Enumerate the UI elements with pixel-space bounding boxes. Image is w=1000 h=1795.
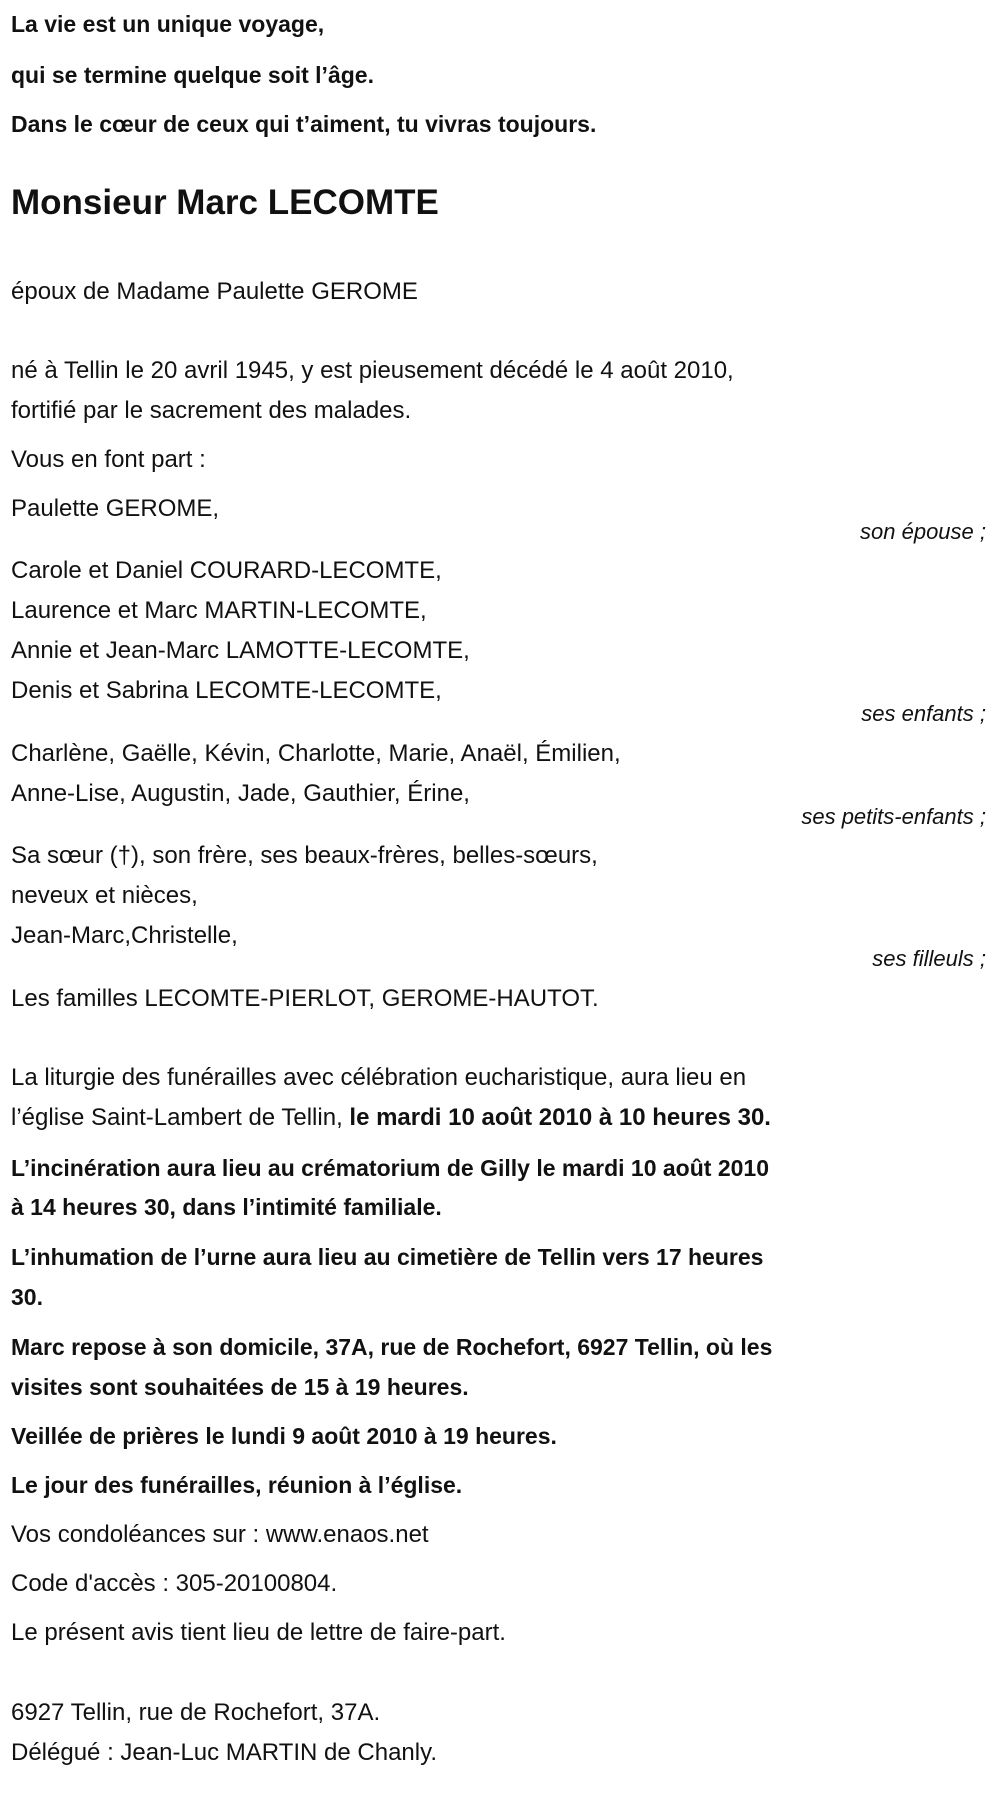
spouse-line: époux de Madame Paulette GEROME: [11, 278, 418, 305]
cremation-line: L’incinération aura lieu au crématorium de Gilly le mardi 10 août 2010: [11, 1155, 769, 1181]
liturgy-line: [11, 1103, 771, 1133]
liturgy-line: La liturgie des funérailles avec célébration eucharistique, aura lieu en: [11, 1064, 747, 1091]
family-name: Jean-Marc,Christelle,: [11, 922, 238, 949]
access-code: Code d'accès : 305-20100804.: [11, 1570, 338, 1597]
delegate-line: Délégué : Jean-Luc MARTIN de Chanly.: [11, 1739, 437, 1766]
family-role: ses enfants ;: [861, 701, 986, 726]
family-name: Sa sœur (†), son frère, ses beaux-frères, belles-sœurs,: [11, 842, 598, 869]
birth-line: né à Tellin le 20 avril 1945, y est pieusement décédé le 4 août 2010,: [11, 357, 734, 384]
family-role: ses petits-enfants ;: [801, 804, 986, 829]
rest-line: visites sont souhaitées de 15 à 19 heures.: [11, 1374, 469, 1400]
family-role: son épouse ;: [860, 519, 986, 544]
family-role: ses filleuls ;: [872, 946, 986, 971]
poem-line: La vie est un unique voyage,: [11, 11, 325, 37]
poem-line: qui se termine quelque soit l’âge.: [11, 62, 374, 88]
meeting-line: Le jour des funérailles, réunion à l’église.: [11, 1472, 463, 1498]
burial-line: L’inhumation de l’urne aura lieu au cimetière de Tellin vers 17 heures: [11, 1244, 764, 1270]
liturgy-date: le mardi 10 août 2010 à 10 heures 30.: [349, 1104, 771, 1131]
family-name: Anne-Lise, Augustin, Jade, Gauthier, Érine,: [11, 780, 470, 807]
liturgy-place: l’église Saint-Lambert de Tellin,: [11, 1104, 350, 1131]
announce: Vous en font part :: [11, 446, 206, 473]
address-line: 6927 Tellin, rue de Rochefort, 37A.: [11, 1699, 381, 1726]
families-line: Les familles LECOMTE-PIERLOT, GEROME-HAUTOT.: [11, 985, 599, 1012]
poem-line: Dans le cœur de ceux qui t’aiment, tu vivras toujours.: [11, 111, 597, 137]
family-name: Paulette GEROME,: [11, 495, 220, 522]
birth-line: fortifié par le sacrement des malades.: [11, 397, 412, 424]
deceased-name: Monsieur Marc LECOMTE: [11, 183, 439, 222]
family-name: neveux et nièces,: [11, 882, 198, 909]
condolences-line: Vos condoléances sur : www.enaos.net: [11, 1521, 429, 1548]
family-name: Annie et Jean-Marc LAMOTTE-LECOMTE,: [11, 637, 470, 664]
family-name: Charlène, Gaëlle, Kévin, Charlotte, Marie, Anaël, Émilien,: [11, 740, 621, 767]
burial-line: 30.: [11, 1284, 43, 1310]
cremation-line: à 14 heures 30, dans l’intimité familiale.: [11, 1194, 442, 1220]
notice-line: Le présent avis tient lieu de lettre de faire-part.: [11, 1619, 506, 1646]
family-name: Denis et Sabrina LECOMTE-LECOMTE,: [11, 677, 442, 704]
family-name: Laurence et Marc MARTIN-LECOMTE,: [11, 597, 427, 624]
rest-line: Marc repose à son domicile, 37A, rue de Rochefort, 6927 Tellin, où les: [11, 1334, 773, 1360]
family-name: Carole et Daniel COURARD-LECOMTE,: [11, 557, 442, 584]
vigil-line: Veillée de prières le lundi 9 août 2010 à 19 heures.: [11, 1423, 557, 1449]
